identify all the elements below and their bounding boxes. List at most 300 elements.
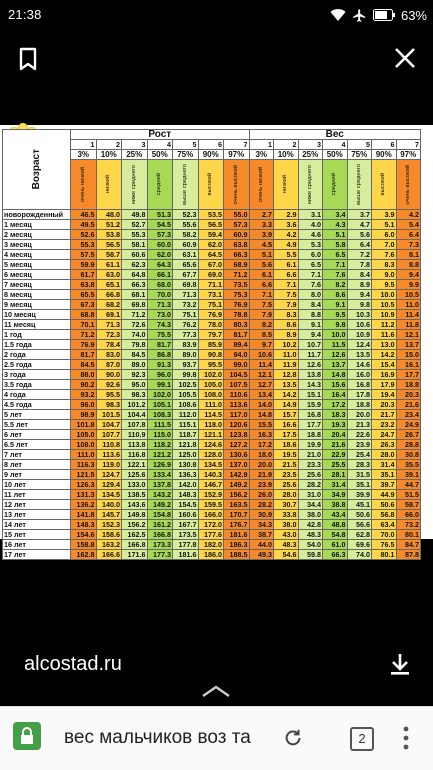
weight-value: 20.3 xyxy=(396,390,421,400)
column-number: 7 xyxy=(224,140,250,150)
weight-value: 16.9 xyxy=(372,370,397,380)
height-value: 52.3 xyxy=(173,210,199,220)
weight-value: 7.5 xyxy=(249,300,274,310)
weight-value: 8.4 xyxy=(298,300,323,310)
age-label: 2.5 года xyxy=(3,360,71,370)
height-value: 112.0 xyxy=(173,410,199,420)
weight-value: 11.9 xyxy=(274,360,299,370)
weight-value: 6.4 xyxy=(396,230,421,240)
weight-value: 10.0 xyxy=(372,290,397,300)
height-value: 115.1 xyxy=(173,420,199,430)
height-value: 113.8 xyxy=(122,440,148,450)
height-value: 66.3 xyxy=(224,250,250,260)
height-value: 158.8 xyxy=(71,540,97,550)
weight-value: 10.0 xyxy=(323,330,348,340)
weight-value: 38.7 xyxy=(249,530,274,540)
weight-value: 7.6 xyxy=(372,250,397,260)
weight-value: 10.5 xyxy=(396,290,421,300)
table-row xyxy=(3,310,421,320)
weight-value: 45.1 xyxy=(347,500,372,510)
download-icon[interactable] xyxy=(389,652,411,676)
height-value: 138.5 xyxy=(122,490,148,500)
height-value: 87.0 xyxy=(96,360,122,370)
height-value: 143.2 xyxy=(147,490,173,500)
weight-value: 15.6 xyxy=(323,380,348,390)
height-value: 142.9 xyxy=(224,470,250,480)
height-value: 71.3 xyxy=(147,300,173,310)
table-row xyxy=(3,340,421,350)
weight-value: 12.1 xyxy=(396,330,421,340)
weight-value: 25.6 xyxy=(298,470,323,480)
table-row xyxy=(3,520,421,530)
height-value: 104.5 xyxy=(224,370,250,380)
height-value: 59.4 xyxy=(198,230,224,240)
height-value: 113.6 xyxy=(96,450,122,460)
height-value: 162.5 xyxy=(122,530,148,540)
age-label: 8 месяц xyxy=(3,290,71,300)
weight-value: 9.5 xyxy=(323,310,348,320)
table-row xyxy=(3,540,421,550)
height-value: 130.6 xyxy=(224,450,250,460)
chevron-up-icon[interactable] xyxy=(200,684,232,698)
weight-value: 9.8 xyxy=(347,300,372,310)
height-value: 101.2 xyxy=(122,400,148,410)
band-label: ниже среднего xyxy=(306,164,313,205)
height-value: 49.8 xyxy=(122,210,148,220)
height-value: 107.5 xyxy=(224,380,250,390)
column-number: 1 xyxy=(71,140,97,150)
weight-value: 7.3 xyxy=(396,240,421,250)
height-value: 93.7 xyxy=(173,360,199,370)
height-value: 92.6 xyxy=(96,380,122,390)
weight-value: 4.7 xyxy=(347,220,372,230)
height-value: 115.0 xyxy=(147,430,173,440)
height-value: 55.6 xyxy=(173,220,199,230)
table-row xyxy=(3,500,421,510)
column-number: 6 xyxy=(372,140,397,150)
weight-value: 48.8 xyxy=(323,520,348,530)
weight-header: Вес xyxy=(249,130,421,140)
height-value: 62.0 xyxy=(147,250,173,260)
tab-switcher-button[interactable]: 2 xyxy=(350,727,374,751)
weight-value: 16.0 xyxy=(347,370,372,380)
weight-value: 30.7 xyxy=(274,500,299,510)
height-value: 163.5 xyxy=(224,500,250,510)
weight-value: 10.6 xyxy=(249,350,274,360)
band-label-cell xyxy=(147,160,173,210)
weight-value: 23.5 xyxy=(274,470,299,480)
weight-value: 28.1 xyxy=(323,470,348,480)
height-value: 107.7 xyxy=(96,430,122,440)
age-label: 3 года xyxy=(3,370,71,380)
height-value: 71.2 xyxy=(224,270,250,280)
weight-value: 8.3 xyxy=(274,310,299,320)
weight-value: 23.4 xyxy=(396,410,421,420)
height-value: 172.0 xyxy=(198,520,224,530)
height-value: 68.1 xyxy=(122,290,148,300)
weight-value: 9.1 xyxy=(323,300,348,310)
table-row xyxy=(3,410,421,420)
weight-value: 56.8 xyxy=(372,510,397,520)
band-label: ниже среднего xyxy=(130,164,137,205)
height-value: 156.2 xyxy=(224,490,250,500)
weight-value: 73.2 xyxy=(396,520,421,530)
height-value: 84.5 xyxy=(122,350,148,360)
weight-value: 28.0 xyxy=(274,490,299,500)
percentile-label: 90% xyxy=(198,150,224,160)
height-value: 71.2 xyxy=(122,310,148,320)
age-label: 15 лет xyxy=(3,530,71,540)
height-value: 57.5 xyxy=(71,250,97,260)
height-value: 154.5 xyxy=(173,500,199,510)
height-value: 66.1 xyxy=(147,270,173,280)
weight-value: 23.2 xyxy=(372,420,397,430)
height-value: 104.7 xyxy=(96,420,122,430)
battery-icon xyxy=(373,9,395,21)
height-value: 79.8 xyxy=(122,340,148,350)
height-value: 170.7 xyxy=(224,510,250,520)
table-row xyxy=(3,430,421,440)
weight-value: 11.8 xyxy=(396,320,421,330)
band-label: очень высокий xyxy=(404,164,411,205)
height-value: 64.3 xyxy=(147,260,173,270)
height-value: 166.6 xyxy=(96,550,122,560)
weight-value: 21.9 xyxy=(249,470,274,480)
column-number: 2 xyxy=(274,140,299,150)
weight-value: 9.0 xyxy=(372,270,397,280)
column-number: 4 xyxy=(323,140,348,150)
height-header: Рост xyxy=(71,130,250,140)
weight-value: 8.8 xyxy=(396,260,421,270)
weight-value: 66.0 xyxy=(396,510,421,520)
height-value: 49.5 xyxy=(71,220,97,230)
height-value: 142.0 xyxy=(173,480,199,490)
height-value: 68.0 xyxy=(147,280,173,290)
weight-value: 23.9 xyxy=(249,480,274,490)
weight-value: 38.8 xyxy=(323,500,348,510)
table-row xyxy=(3,380,421,390)
weight-value: 44.0 xyxy=(249,540,274,550)
height-value: 98.3 xyxy=(122,390,148,400)
height-value: 71.2 xyxy=(71,330,97,340)
height-value: 124.6 xyxy=(198,440,224,450)
weight-value: 4.2 xyxy=(274,230,299,240)
weight-value: 19.3 xyxy=(323,420,348,430)
height-value: 136.3 xyxy=(173,470,199,480)
height-value: 111.0 xyxy=(71,450,97,460)
table-row xyxy=(3,450,421,460)
weight-value: 7.1 xyxy=(298,270,323,280)
weight-value: 4.6 xyxy=(298,230,323,240)
height-value: 167.7 xyxy=(173,520,199,530)
age-label: 7 лет xyxy=(3,450,71,460)
percentile-label: 25% xyxy=(122,150,148,160)
weight-value: 34.3 xyxy=(249,520,274,530)
weight-value: 31.5 xyxy=(347,470,372,480)
height-value: 177.3 xyxy=(147,550,173,560)
height-value: 75.1 xyxy=(198,300,224,310)
percentile-label: 75% xyxy=(173,150,199,160)
weight-value: 18.3 xyxy=(323,410,348,420)
weight-value: 12.1 xyxy=(249,370,274,380)
height-value: 118.7 xyxy=(173,430,199,440)
height-value: 113.6 xyxy=(224,400,250,410)
percentile-label: 97% xyxy=(396,150,421,160)
weight-value: 26.3 xyxy=(372,440,397,450)
header-row xyxy=(3,130,421,140)
table-row xyxy=(3,440,421,450)
more-menu-icon[interactable] xyxy=(402,725,410,751)
weight-value: 3.1 xyxy=(298,210,323,220)
percentile-label: 10% xyxy=(96,150,122,160)
weight-value: 17.2 xyxy=(249,440,274,450)
percentile-label: 50% xyxy=(147,150,173,160)
weight-value: 17.5 xyxy=(274,430,299,440)
height-value: 159.5 xyxy=(198,500,224,510)
age-label: 13 лет xyxy=(3,510,71,520)
weight-value: 6.6 xyxy=(249,280,274,290)
weight-value: 9.8 xyxy=(323,320,348,330)
weight-value: 30.9 xyxy=(249,510,274,520)
weight-value: 4.0 xyxy=(298,220,323,230)
height-value: 102.5 xyxy=(173,380,199,390)
reload-icon[interactable] xyxy=(282,727,304,749)
weight-value: 8.2 xyxy=(323,280,348,290)
weight-value: 2.9 xyxy=(274,210,299,220)
table-row xyxy=(3,510,421,520)
height-value: 62.3 xyxy=(122,260,148,270)
height-value: 53.5 xyxy=(198,210,224,220)
height-value: 48.0 xyxy=(96,210,122,220)
weight-value: 12.7 xyxy=(249,380,274,390)
weight-value: 15.9 xyxy=(298,400,323,410)
height-value: 149.2 xyxy=(224,480,250,490)
weight-value: 21.5 xyxy=(274,460,299,470)
height-value: 107.8 xyxy=(122,420,148,430)
height-value: 136.2 xyxy=(71,500,97,510)
weight-value: 6.0 xyxy=(298,250,323,260)
weight-value: 13.0 xyxy=(372,340,397,350)
height-value: 126.9 xyxy=(147,460,173,470)
weight-value: 9.4 xyxy=(347,290,372,300)
weight-value: 35.1 xyxy=(372,470,397,480)
height-value: 99.0 xyxy=(224,360,250,370)
weight-value: 26.0 xyxy=(249,490,274,500)
bookmark-icon[interactable] xyxy=(16,47,40,71)
height-value: 77.3 xyxy=(173,330,199,340)
height-value: 181.6 xyxy=(224,530,250,540)
band-label-cell xyxy=(347,160,372,210)
height-value: 140.0 xyxy=(96,500,122,510)
height-value: 98.9 xyxy=(71,410,97,420)
height-value: 56.5 xyxy=(198,220,224,230)
weight-value: 13.4 xyxy=(249,390,274,400)
height-value: 74.0 xyxy=(122,330,148,340)
weight-value: 69.6 xyxy=(347,540,372,550)
height-value: 118.0 xyxy=(198,420,224,430)
growth-chart-image[interactable] xyxy=(0,125,433,559)
weight-value: 6.1 xyxy=(249,270,274,280)
column-number: 4 xyxy=(147,140,173,150)
age-label: 6.5 лет xyxy=(3,440,71,450)
url-query-field[interactable]: вес мальчиков воз та xyxy=(64,727,251,748)
table-row xyxy=(3,400,421,410)
height-value: 158.6 xyxy=(96,530,122,540)
age-label: 5 месяц xyxy=(3,260,71,270)
percentile-label: 3% xyxy=(249,150,274,160)
weight-value: 10.9 xyxy=(347,330,372,340)
weight-value: 7.1 xyxy=(274,280,299,290)
weight-value: 7.1 xyxy=(249,290,274,300)
weight-value: 8.9 xyxy=(274,330,299,340)
height-value: 57.3 xyxy=(224,220,250,230)
weight-value: 24.9 xyxy=(396,420,421,430)
weight-value: 84.7 xyxy=(396,540,421,550)
band-label-cell xyxy=(249,160,274,210)
weight-value: 10.5 xyxy=(372,300,397,310)
table-row xyxy=(3,480,421,490)
height-value: 60.9 xyxy=(173,240,199,250)
height-value: 96.0 xyxy=(147,370,173,380)
column-number: 2 xyxy=(96,140,122,150)
age-label: 4.5 года xyxy=(3,400,71,410)
height-value: 94.0 xyxy=(224,350,250,360)
height-value: 91.3 xyxy=(147,360,173,370)
height-value: 83.0 xyxy=(96,350,122,360)
weight-value: 17.2 xyxy=(323,400,348,410)
height-value: 137.0 xyxy=(224,460,250,470)
weight-value: 20.4 xyxy=(323,430,348,440)
height-value: 61.1 xyxy=(96,260,122,270)
height-value: 72.6 xyxy=(122,320,148,330)
weight-value: 7.0 xyxy=(372,240,397,250)
weight-value: 10.9 xyxy=(372,310,397,320)
weight-value: 14.8 xyxy=(323,370,348,380)
height-value: 93.2 xyxy=(71,390,97,400)
weight-value: 6.5 xyxy=(298,260,323,270)
weight-value: 28.8 xyxy=(396,440,421,450)
status-icons xyxy=(330,6,427,24)
table-row xyxy=(3,420,421,430)
height-value: 102.0 xyxy=(147,390,173,400)
table-row xyxy=(3,370,421,380)
weight-value: 15.7 xyxy=(274,410,299,420)
height-value: 78.4 xyxy=(96,340,122,350)
height-value: 95.5 xyxy=(96,390,122,400)
weight-value: 54.6 xyxy=(274,550,299,560)
height-value: 63.8 xyxy=(71,280,97,290)
weight-value: 28.3 xyxy=(347,460,372,470)
column-number: 5 xyxy=(347,140,372,150)
weight-value: 35.1 xyxy=(347,480,372,490)
height-value: 111.0 xyxy=(198,400,224,410)
height-value: 73.1 xyxy=(198,290,224,300)
height-value: 51.3 xyxy=(147,210,173,220)
percentile-label: 97% xyxy=(224,150,250,160)
age-label: 2 месяц xyxy=(3,230,71,240)
height-value: 116.3 xyxy=(71,460,97,470)
table-row xyxy=(3,250,421,260)
weight-value: 12.4 xyxy=(347,340,372,350)
height-value: 148.3 xyxy=(173,490,199,500)
image-source-link[interactable]: alcostad.ru xyxy=(24,653,122,675)
airplane-icon xyxy=(352,8,367,23)
height-value: 46.5 xyxy=(71,210,97,220)
height-value: 182.0 xyxy=(198,540,224,550)
weight-value: 28.0 xyxy=(372,450,397,460)
weight-value: 56.6 xyxy=(347,520,372,530)
height-value: 68.2 xyxy=(96,300,122,310)
weight-value: 9.1 xyxy=(298,320,323,330)
height-value: 173.3 xyxy=(147,540,173,550)
height-value: 111.5 xyxy=(147,420,173,430)
weight-value: 3.9 xyxy=(372,210,397,220)
height-value: 141.8 xyxy=(71,510,97,520)
height-value: 68.8 xyxy=(71,310,97,320)
browser-bottom-bar xyxy=(0,706,433,770)
height-value: 76.9 xyxy=(198,310,224,320)
height-value: 89.4 xyxy=(224,340,250,350)
height-value: 162.8 xyxy=(71,550,97,560)
band-label: низкий xyxy=(282,175,289,194)
weight-value: 7.6 xyxy=(323,270,348,280)
band-label-cell xyxy=(274,160,299,210)
weight-value: 31.0 xyxy=(298,490,323,500)
height-value: 99.1 xyxy=(147,380,173,390)
band-label-cell xyxy=(71,160,97,210)
weight-value: 4.2 xyxy=(396,210,421,220)
lock-icon[interactable] xyxy=(13,722,41,750)
weight-value: 25.5 xyxy=(323,460,348,470)
percentile-label: 25% xyxy=(298,150,323,160)
weight-value: 16.3 xyxy=(249,430,274,440)
column-number: 3 xyxy=(298,140,323,150)
height-value: 89.0 xyxy=(122,360,148,370)
band-label-cell xyxy=(198,160,224,210)
height-value: 73.5 xyxy=(224,280,250,290)
weight-value: 63.4 xyxy=(372,520,397,530)
height-value: 108.0 xyxy=(71,440,97,450)
weight-value: 6.4 xyxy=(347,240,372,250)
weight-value: 8.6 xyxy=(323,290,348,300)
height-value: 146.7 xyxy=(198,480,224,490)
height-value: 69.1 xyxy=(96,310,122,320)
height-value: 81.7 xyxy=(224,330,250,340)
weight-value: 44.9 xyxy=(372,490,397,500)
weight-value: 14.6 xyxy=(347,360,372,370)
column-number: 1 xyxy=(249,140,274,150)
band-label: средний xyxy=(331,173,338,196)
height-value: 121.8 xyxy=(173,440,199,450)
age-label: 7 месяц xyxy=(3,280,71,290)
height-value: 59.9 xyxy=(71,260,97,270)
age-label: 5.5 лет xyxy=(3,420,71,430)
height-value: 67.7 xyxy=(173,270,199,280)
height-value: 166.8 xyxy=(147,530,173,540)
close-icon[interactable] xyxy=(393,46,417,70)
height-value: 116.8 xyxy=(122,450,148,460)
weight-value: 18.0 xyxy=(249,450,274,460)
age-label: 6 месяц xyxy=(3,270,71,280)
weight-value: 11.5 xyxy=(323,340,348,350)
height-value: 171.6 xyxy=(122,550,148,560)
weight-value: 38.0 xyxy=(274,520,299,530)
height-value: 102.0 xyxy=(198,370,224,380)
height-value: 105.0 xyxy=(198,380,224,390)
weight-value: 5.5 xyxy=(274,250,299,260)
height-value: 133.0 xyxy=(122,480,148,490)
weight-value: 11.0 xyxy=(274,350,299,360)
